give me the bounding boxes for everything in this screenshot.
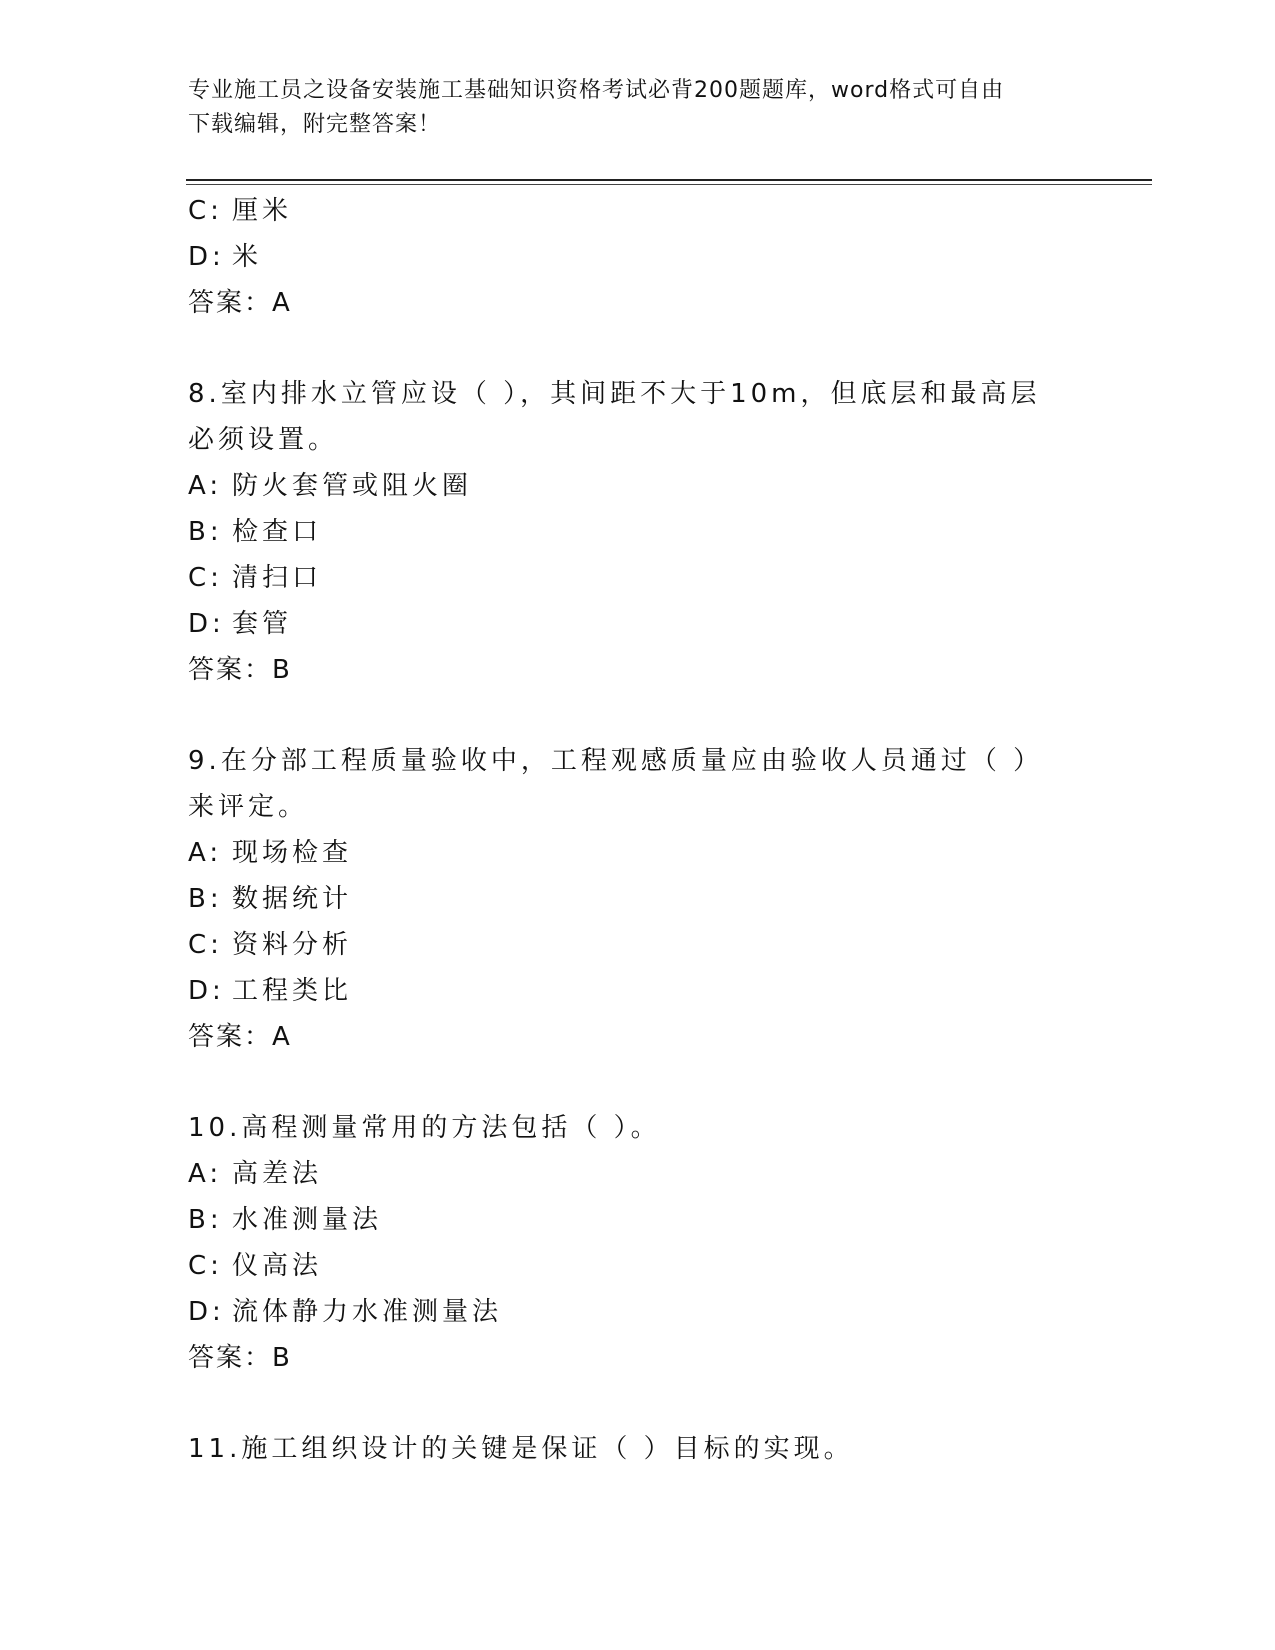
header-title-line-1: 专业施工员之设备安装施工基础知识资格考试必背200题题库，word格式可自由 [188,78,1005,103]
option-key: A: [188,471,223,501]
option-text: 数据统计 [232,884,353,914]
option-key: C: [188,196,223,226]
option-row [188,1151,1088,1197]
option-row [188,830,1088,876]
option-text: 仪高法 [232,1251,323,1281]
option-text: 米 [232,242,263,272]
option-row [188,1243,1088,1289]
question-number: 8. [188,379,221,409]
option-text: 套管 [232,609,293,639]
option-row [188,234,1088,280]
option-key: A: [188,838,223,868]
question-number: 10. [188,1113,242,1143]
question-body: 施工组织设计的关键是保证（ ）目标的实现。 [241,1434,854,1464]
option-key: C: [188,563,223,593]
option-key: D: [188,242,225,272]
option-key: D: [188,976,225,1006]
answer-line: 答案：A [188,1022,292,1052]
option-key: C: [188,930,223,960]
question-body: 高程测量常用的方法包括（ ）。 [241,1113,661,1143]
question-body: 室内排水立管应设（ ），其间距不大于10m，但底层和最高层必须设置。 [188,379,1041,455]
question-text [188,1105,1068,1151]
option-text: 水准测量法 [232,1205,383,1235]
option-row [188,601,1088,647]
option-text: 厘米 [232,196,293,226]
option-row [188,188,1088,234]
option-row [188,509,1088,555]
option-key: B: [188,884,223,914]
option-text: 高差法 [232,1159,323,1189]
question-number: 9. [188,746,221,776]
header-divider-thick [186,179,1152,181]
question-body: 在分部工程质量验收中，工程观感质量应由验收人员通过（ ）来评定。 [188,746,1044,822]
header-title-line-2: 下载编辑，附完整答案！ [188,112,442,137]
option-row [188,555,1088,601]
option-row [188,922,1088,968]
option-row [188,1197,1088,1243]
option-text: 工程类比 [232,976,353,1006]
option-key: D: [188,609,225,639]
header-divider-thin [186,184,1152,185]
question-text [188,371,1068,463]
option-key: B: [188,517,223,547]
answer-line: 答案：A [188,288,292,318]
option-key: B: [188,1205,223,1235]
option-text: 检查口 [232,517,323,547]
option-row [188,876,1088,922]
question-text [188,1426,1068,1472]
option-text: 资料分析 [232,930,353,960]
option-row [188,463,1088,509]
option-key: C: [188,1251,223,1281]
question-number: 11. [188,1434,242,1464]
option-text: 现场检查 [232,838,353,868]
option-row [188,968,1088,1014]
option-key: A: [188,1159,223,1189]
option-row [188,1289,1088,1335]
question-list [188,188,1088,1472]
document-header [188,74,1068,142]
option-text: 流体静力水准测量法 [232,1297,503,1327]
option-text: 防火套管或阻火圈 [232,471,473,501]
answer-line: 答案：B [188,1343,292,1373]
option-key: D: [188,1297,225,1327]
question-text [188,738,1068,830]
option-text: 清扫口 [232,563,323,593]
answer-line: 答案：B [188,655,292,685]
